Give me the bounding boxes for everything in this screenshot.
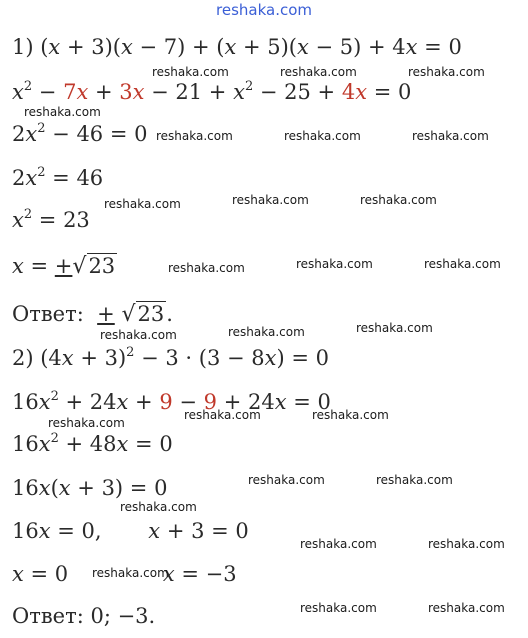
p2-roots: x = 0 x = −3 [12,562,237,586]
watermark: reshaka.com [248,473,325,487]
watermark: reshaka.com [24,105,101,119]
watermark: reshaka.com [280,65,357,79]
site-header: reshaka.com [216,1,312,19]
p1-expanded: $x^2 - 7x + 3x - 21 + x^2 - 25 + 4x = 0$ [12,79,412,104]
p2-answer: Ответ: 0; −3. [12,604,156,628]
watermark: reshaka.com [428,601,505,615]
watermark: reshaka.com [156,129,233,143]
watermark: reshaka.com [232,193,309,207]
watermark: reshaka.com [168,261,245,275]
watermark: reshaka.com [408,65,485,79]
watermark: reshaka.com [300,537,377,551]
watermark: reshaka.com [428,537,505,551]
p1-step-4: $x^2 = 23$ [12,207,90,232]
watermark: reshaka.com [92,566,169,580]
p2-expanded: $16x^2 + 24x + 9 - 9 + 24x = 0$ [12,389,331,414]
watermark: reshaka.com [424,257,501,271]
p1-step-3: $2x^2 = 46$ [12,165,104,190]
p2-step-4: 16x = 0, x + 3 = 0 [12,519,249,543]
p2-step-3: 16x(x + 3) = 0 [12,476,168,500]
watermark: reshaka.com [152,65,229,79]
watermark: reshaka.com [48,416,125,430]
watermark: reshaka.com [360,193,437,207]
watermark: reshaka.com [228,325,305,339]
watermark: reshaka.com [104,197,181,211]
watermark: reshaka.com [100,328,177,342]
p1-equation: 1) (x + 3)(x − 7) + (x + 5)(x − 5) + 4x = 0 [12,35,462,59]
watermark: reshaka.com [376,473,453,487]
watermark: reshaka.com [184,408,261,422]
watermark: reshaka.com [312,408,389,422]
watermark: reshaka.com [300,601,377,615]
p1-step-2: $2x^2 - 46 = 0$ [12,121,148,146]
p1-root: x = +√23 [12,254,116,279]
p1-answer: Ответ: + √23. [12,302,173,327]
p2-step-2: $16x^2 + 48x = 0$ [12,431,173,456]
watermark: reshaka.com [120,500,197,514]
watermark: reshaka.com [296,257,373,271]
p2-equation: 2) $(4x + 3)^2 - 3 \cdot (3 - 8x) = 0$ [12,345,329,370]
watermark: reshaka.com [412,129,489,143]
watermark: reshaka.com [284,129,361,143]
watermark: reshaka.com [356,321,433,335]
